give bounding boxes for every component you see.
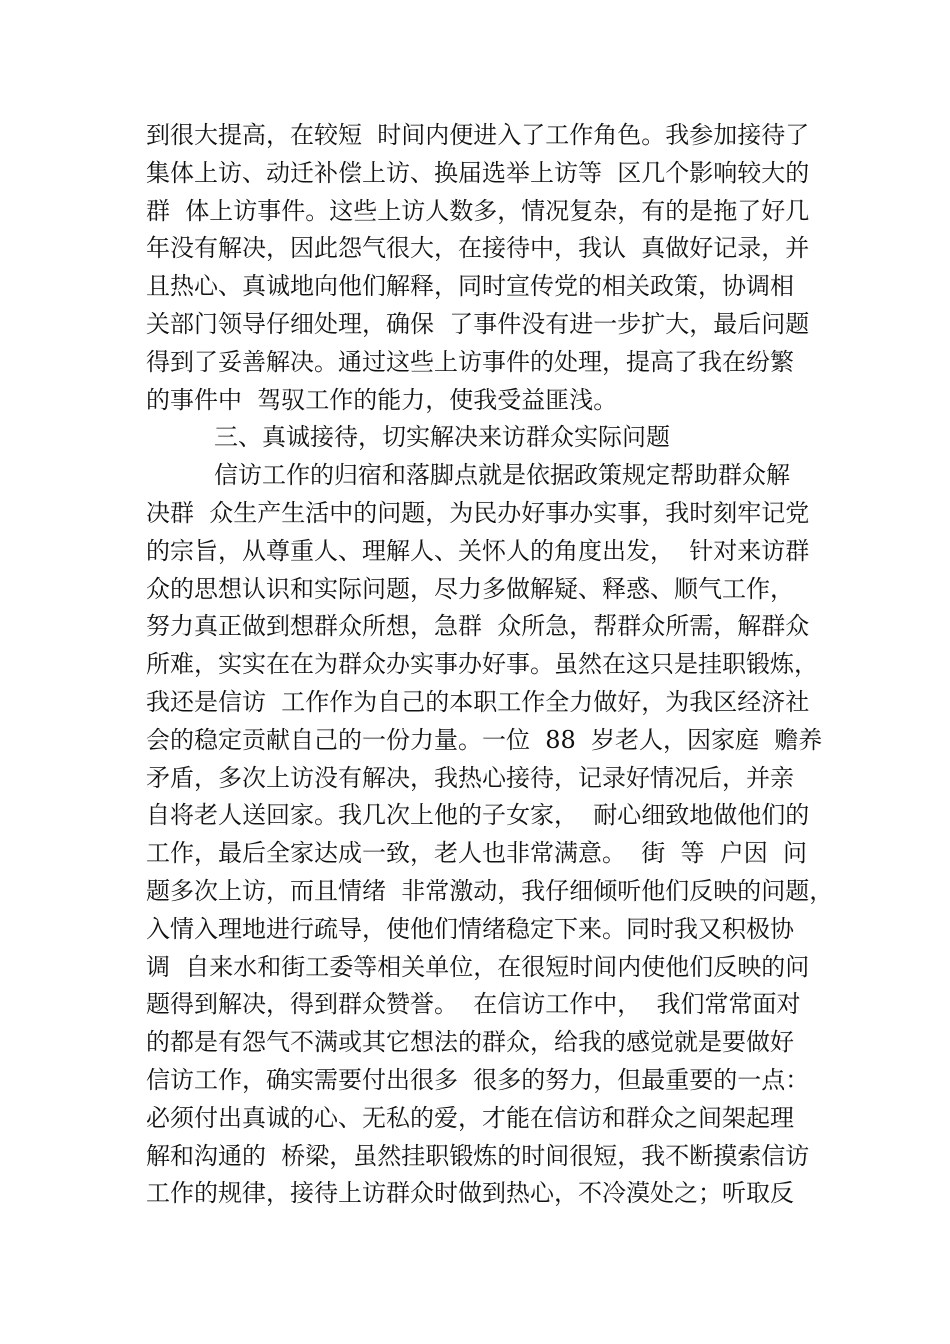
text-line: 信访工作，确实需要付出很多 很多的努力，但最重要的一点： xyxy=(146,1065,810,1094)
text-line: 且热心、真诚地向他们解释，同时宣传党的相关政策，协调相 xyxy=(146,272,794,301)
text-line: 矛盾，多次上访没有解决，我热心接待，记录好情况后，并亲 xyxy=(146,763,794,792)
text-line: 题得到解决，得到群众赞誉。 在信访工作中， 我们常常面对 xyxy=(146,990,801,1019)
text-line: 关部门领导仔细处理，确保 了事件没有进一步扩大，最后问题 xyxy=(146,309,810,338)
text-line: 努力真正做到想群众所想，急群 众所急，帮群众所需，解群众 xyxy=(146,612,810,641)
text-line: 得到了妥善解决。通过这些上访事件的处理，提高了我在纷繁 xyxy=(146,347,794,376)
text-line: 会的稳定贡献自己的一份力量。一位 88 岁老人，因家庭 赡养 xyxy=(146,725,823,754)
text-line: 群 体上访事件。这些上访人数多，情况复杂，有的是拖了好几 xyxy=(146,196,810,225)
text-line: 信访工作的归宿和落脚点就是依据政策规定帮助群众解 xyxy=(214,461,790,490)
text-line: 所难，实实在在为群众办实事办好事。虽然在这只是挂职锻炼， xyxy=(146,650,818,679)
text-line: 到很大提高，在较短 时间内便进入了工作角色。我参加接待了 xyxy=(146,121,810,149)
text-line: 工作，最后全家达成一致，老人也非常满意。 街 等 户因 问 xyxy=(146,839,808,868)
text-line: 解和沟通的 桥梁，虽然挂职锻炼的时间很短，我不断摸索信访 xyxy=(146,1141,810,1170)
text-line: 决群 众生产生活中的问题，为民办好事办实事，我时刻牢记党 xyxy=(146,498,810,527)
text-line: 集体上访、动迁补偿上访、换届选举上访等 区几个影响较大的 xyxy=(146,158,810,187)
text-line: 必须付出真诚的心、无私的爱，才能在信访和群众之间架起理 xyxy=(146,1103,794,1132)
text-line: 我还是信访 工作作为自己的本职工作全力做好，为我区经济社 xyxy=(146,687,810,716)
text-line: 调 自来水和街工委等相关单位，在很短时间内使他们反映的问 xyxy=(146,952,810,981)
text-line: 自将老人送回家。我几次上他的子女家， 耐心细致地做他们的 xyxy=(146,801,810,830)
text-line: 的都是有怨气不满或其它想法的群众，给我的感觉就是要做好 xyxy=(146,1028,794,1057)
text-line: 年没有解决，因此怨气很大，在接待中，我认 真做好记录，并 xyxy=(146,234,810,263)
text-line: 的宗旨，从尊重人、理解人、关怀人的角度出发， 针对来访群 xyxy=(146,536,810,565)
text-line: 的事件中 驾驭工作的能力，使我受益匪浅。 xyxy=(146,385,618,414)
text-line: 入情入理地进行疏导，使他们情绪稳定下来。同时我又积极协 xyxy=(146,914,794,943)
text-line: 题多次上访，而且情绪 非常激动，我仔细倾听他们反映的问题， xyxy=(146,876,834,905)
section-heading: 三、真诚接待，切实解决来访群众实际问题 xyxy=(214,423,670,452)
body-text xyxy=(146,117,836,1213)
text-line: 工作的规律，接待上访群众时做到热心，不冷漠处之；听取反 xyxy=(146,1179,794,1208)
text-line: 众的思想认识和实际问题，尽力多做解疑、释惑、顺气工作， xyxy=(146,574,794,603)
